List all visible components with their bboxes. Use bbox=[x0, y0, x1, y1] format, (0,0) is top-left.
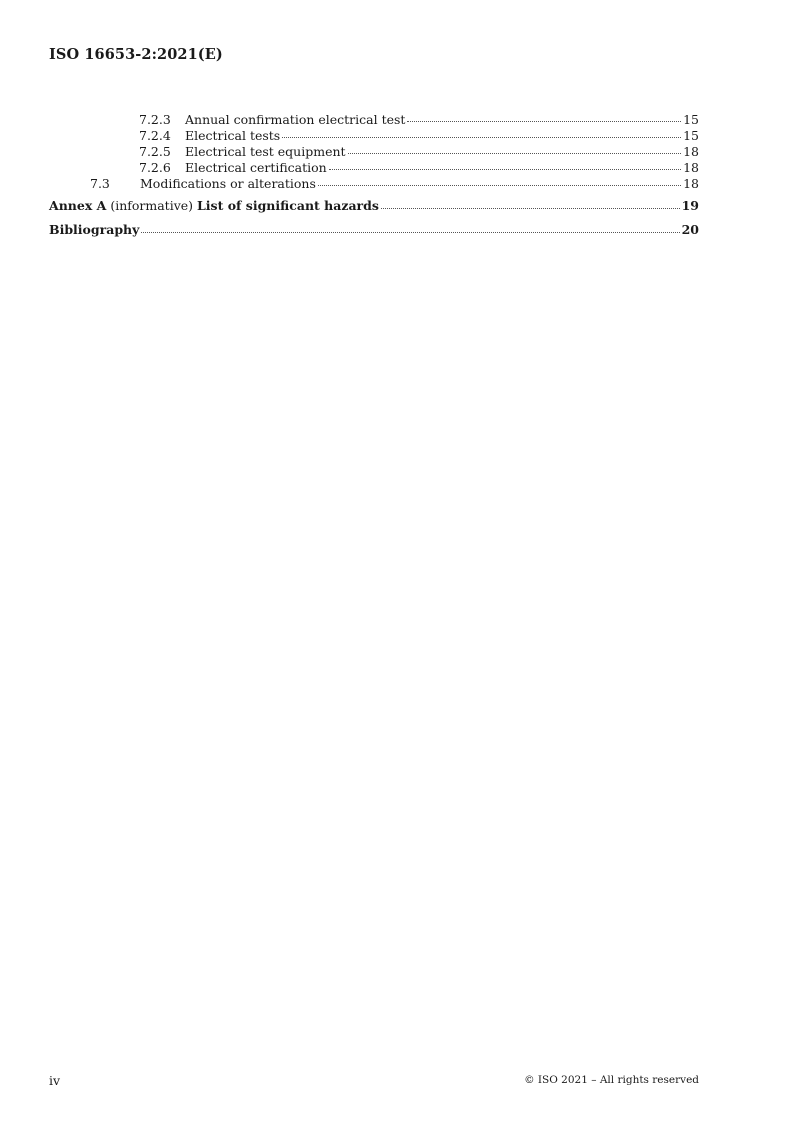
toc-entry-page: 18 bbox=[683, 176, 699, 191]
toc-entry-7-2-6[interactable] bbox=[49, 160, 699, 176]
toc-entry-number: 7.3 bbox=[90, 176, 110, 191]
toc-entry-7-3[interactable] bbox=[49, 176, 699, 192]
toc-leader-dots bbox=[329, 169, 681, 170]
toc-entry-bibliography[interactable] bbox=[49, 221, 699, 239]
toc-entry-number: 7.2.5 bbox=[139, 144, 171, 159]
footer-page-number: iv bbox=[49, 1073, 61, 1088]
toc-entry-page: 15 bbox=[683, 112, 699, 127]
toc-entry-title: Modifications or alterations bbox=[140, 176, 316, 191]
toc-leader-dots bbox=[381, 208, 680, 209]
toc-entry-page: 19 bbox=[681, 198, 699, 213]
toc-leader-dots bbox=[407, 121, 681, 122]
toc-leader-dots bbox=[348, 153, 681, 154]
annex-title: List of significant hazards bbox=[197, 198, 379, 213]
toc-entry-page: 20 bbox=[681, 222, 699, 237]
toc-entry-title: Electrical test equipment bbox=[185, 144, 346, 159]
toc-entry-7-2-5[interactable] bbox=[49, 144, 699, 160]
toc-leader-dots bbox=[318, 185, 681, 186]
table-of-contents bbox=[49, 112, 699, 239]
toc-entry-7-2-3[interactable] bbox=[49, 112, 699, 128]
footer-copyright: © ISO 2021 – All rights reserved bbox=[524, 1074, 699, 1086]
document-header: ISO 16653-2:2021(E) bbox=[49, 46, 223, 63]
bibliography-title: Bibliography bbox=[49, 222, 140, 237]
toc-entry-number: 7.2.6 bbox=[139, 160, 171, 175]
toc-entry-page: 18 bbox=[683, 160, 699, 175]
toc-entry-page: 18 bbox=[683, 144, 699, 159]
toc-entry-title: Electrical certification bbox=[185, 160, 327, 175]
toc-entry-title: Annual confirmation electrical test bbox=[185, 112, 406, 127]
toc-entry-page: 15 bbox=[683, 128, 699, 143]
toc-leader-dots bbox=[282, 137, 681, 138]
toc-entry-number: 7.2.3 bbox=[139, 112, 171, 127]
toc-entry-title: Electrical tests bbox=[185, 128, 281, 143]
annex-type: (informative) bbox=[106, 198, 198, 213]
annex-label: Annex A bbox=[49, 198, 107, 213]
toc-leader-dots bbox=[141, 232, 679, 233]
toc-entry-number: 7.2.4 bbox=[139, 128, 171, 143]
toc-entry-7-2-4[interactable] bbox=[49, 128, 699, 144]
toc-entry-annex-a[interactable] bbox=[49, 197, 699, 215]
